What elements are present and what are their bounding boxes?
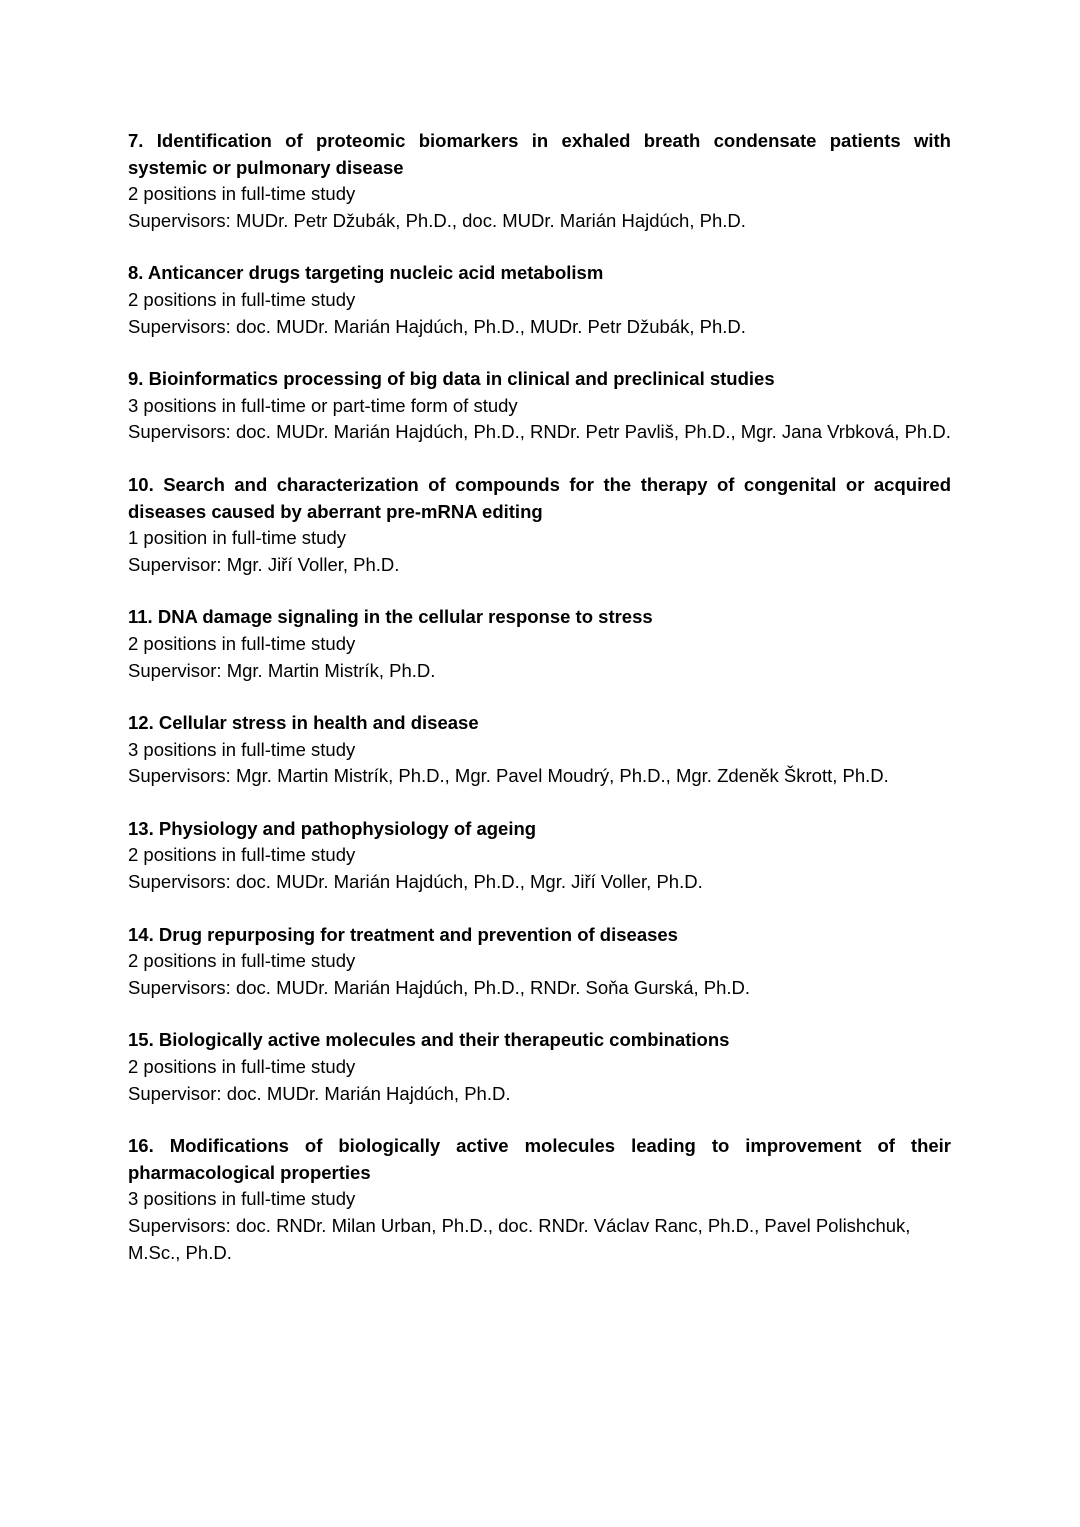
topic-item-13 [128,816,951,896]
topic-supervisors: Supervisors: doc. RNDr. Milan Urban, Ph.D., doc. RNDr. Václav Ranc, Ph.D., Pavel Polishchuk, M.Sc., Ph.D. [128,1215,911,1263]
topic-supervisors: Supervisors: doc. MUDr. Marián Hajdúch, Ph.D., Mgr. Jiří Voller, Ph.D. [128,871,703,893]
topic-title: 9. Bioinformatics processing of big data in clinical and preclinical studies [128,368,775,390]
topic-item-12 [128,710,951,790]
topic-item-9 [128,366,951,446]
topic-list [128,128,951,1292]
topic-supervisors: Supervisor: doc. MUDr. Marián Hajdúch, Ph.D. [128,1082,511,1104]
topic-positions: 3 positions in full-time study [128,738,356,760]
topic-positions: 3 positions in full-time study [128,1188,356,1210]
topic-positions: 2 positions in full-time study [128,844,356,866]
topic-supervisors: Supervisors: doc. MUDr. Marián Hajdúch, Ph.D., RNDr. Soňa Gurská, Ph.D. [128,976,751,998]
topic-positions: 2 positions in full-time study [128,1056,356,1078]
topic-positions: 2 positions in full-time study [128,183,356,205]
topic-title: 11. DNA damage signaling in the cellular response to stress [128,606,653,628]
topic-item-14 [128,922,951,1002]
topic-item-15 [128,1027,951,1107]
topic-item-16 [128,1133,951,1266]
topic-title: 16. Modifications of biologically active molecules leading to improvement of their pharmacological properties [128,1135,951,1183]
topic-supervisors: Supervisor: Mgr. Jiří Voller, Ph.D. [128,553,400,575]
topic-supervisors: Supervisors: doc. MUDr. Marián Hajdúch, Ph.D., RNDr. Petr Pavliš, Ph.D., Mgr. Jana Vrbková, Ph.D. [128,421,951,443]
topic-title: 12. Cellular stress in health and disease [128,712,479,734]
topic-item-8 [128,260,951,340]
topic-title: 14. Drug repurposing for treatment and prevention of diseases [128,923,678,945]
topic-item-11 [128,604,951,684]
topic-title: 7. Identification of proteomic biomarkers in exhaled breath condensate patients with systemic or pulmonary disease [128,130,951,178]
topic-positions: 1 position in full-time study [128,527,346,549]
topic-title: 10. Search and characterization of compounds for the therapy of congenital or acquired diseases caused by aberrant pre-mRNA editing [128,473,951,522]
topic-positions: 2 positions in full-time study [128,950,356,972]
topic-title: 8. Anticancer drugs targeting nucleic acid metabolism [128,262,604,284]
topic-supervisors: Supervisors: doc. MUDr. Marián Hajdúch, Ph.D., MUDr. Petr Džubák, Ph.D. [128,315,746,337]
topic-supervisors: Supervisors: MUDr. Petr Džubák, Ph.D., doc. MUDr. Marián Hajdúch, Ph.D. [128,209,746,231]
topic-title: 13. Physiology and pathophysiology of ageing [128,817,537,839]
topic-item-7 [128,128,951,234]
topic-supervisors: Supervisors: Mgr. Martin Mistrík, Ph.D., Mgr. Pavel Moudrý, Ph.D., Mgr. Zdeněk Škrott, Ph.D. [128,765,889,787]
topic-item-10 [128,472,951,578]
topic-positions: 2 positions in full-time study [128,288,356,310]
topic-title: 15. Biologically active molecules and their therapeutic combinations [128,1029,730,1051]
topic-supervisors: Supervisor: Mgr. Martin Mistrík, Ph.D. [128,659,436,681]
topic-positions: 3 positions in full-time or part-time form of study [128,394,518,416]
topic-positions: 2 positions in full-time study [128,632,356,654]
